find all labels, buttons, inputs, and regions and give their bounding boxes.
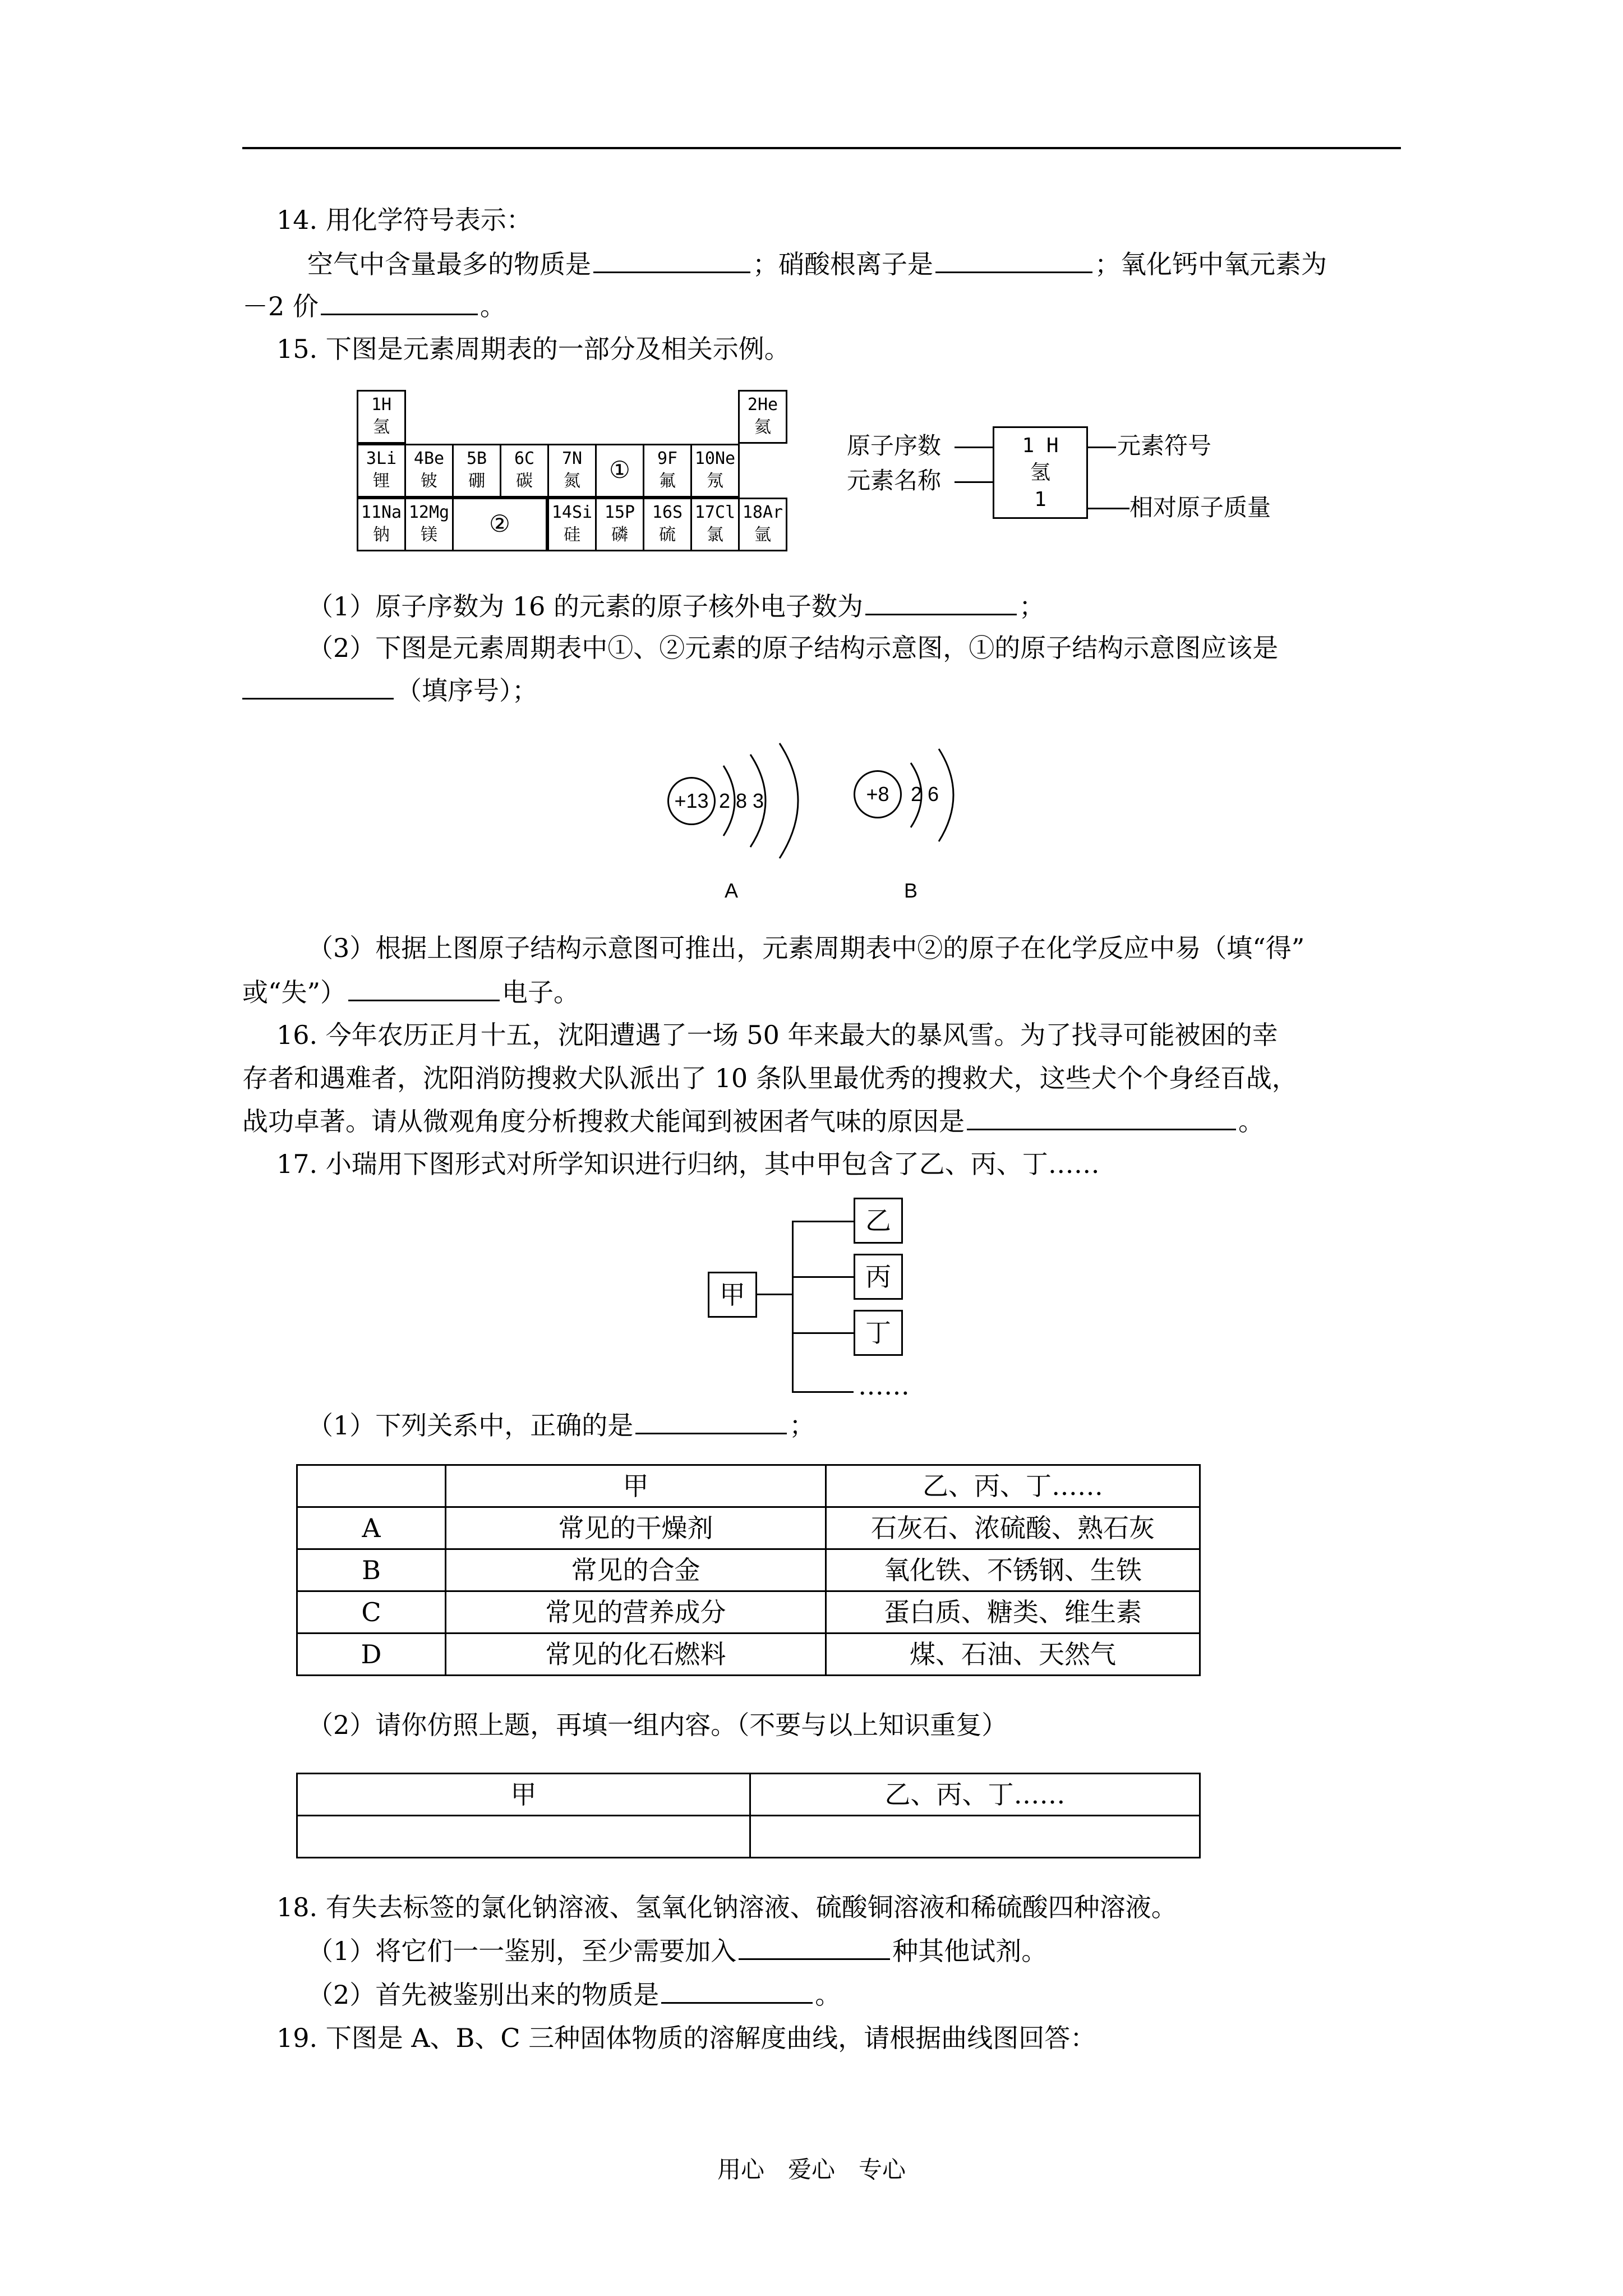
answer-blank[interactable] [321, 289, 478, 315]
answer-cell[interactable] [750, 1816, 1200, 1858]
atom-diagram-b: +8 2 6 B [848, 732, 1016, 912]
table-row: C 常见的营养成分 蛋白质、糖类、维生素 [297, 1591, 1200, 1634]
element-cell: 17Cl 氯 [690, 498, 740, 551]
q15-sub2-line2: （填序号）； [242, 673, 538, 707]
q14-line1: 空气中含量最多的物质是 ；硝酸根离子是 ；氧化钙中氧元素为 [307, 247, 1327, 281]
element-cell: 7N 氮 [547, 444, 597, 498]
element-cell: 14Si 硅 [547, 498, 597, 551]
q18-title: 18. 有失去标签的氯化钠溶液、氢氧化钠溶液、硫酸铜溶液和稀硫酸四种溶液。 [276, 1892, 1177, 1922]
answer-blank[interactable] [593, 247, 750, 273]
q16-line1: 16. 今年农历正月十五，沈阳遭遇了一场 50 年来最大的暴风雪。为了找寻可能被困的幸 [276, 1020, 1278, 1050]
element-cell: 15P 磷 [595, 498, 644, 551]
q14-line2: －2 价 。 [242, 289, 506, 323]
tree-root-box: 甲 [708, 1272, 757, 1318]
header-rule [242, 147, 1401, 149]
answer-cell[interactable] [297, 1816, 750, 1858]
answer-blank[interactable] [635, 1408, 787, 1434]
element-cell: 10Ne 氖 [690, 444, 740, 498]
q14-title: 14. 用化学符号表示： [276, 205, 532, 235]
pointer-line [1088, 508, 1129, 509]
label-element-symbol: 元素符号 [1117, 432, 1212, 459]
element-cell-unknown-1: ① [595, 444, 644, 498]
answer-blank[interactable] [739, 1934, 890, 1960]
element-cell: 18Ar 氩 [738, 498, 787, 551]
tree-child-box: 丁 [854, 1310, 903, 1356]
element-cell: 3Li 锂 [357, 444, 406, 498]
element-cell: 1H 氢 [357, 390, 406, 444]
element-example-box: 1 H 氢 1 [993, 426, 1088, 519]
label-element-name: 元素名称 [847, 467, 942, 494]
q18-sub1: （1）将它们一一鉴别，至少需要加入 种其他试剂。 [307, 1934, 1047, 1968]
answer-blank[interactable] [348, 975, 500, 1001]
pointer-line [955, 481, 993, 483]
table-row: D 常见的化石燃料 煤、石油、天然气 [297, 1634, 1200, 1676]
tree-child-box: 乙 [854, 1198, 903, 1244]
relationship-table [296, 1464, 1201, 1676]
element-cell-unknown-2: ② [452, 498, 547, 551]
pointer-line [955, 447, 993, 448]
table-row: B 常见的合金 氧化铁、不锈钢、生铁 [297, 1549, 1200, 1591]
element-cell: 4Be 铍 [404, 444, 454, 498]
q15-sub3-line1: （3）根据上图原子结构示意图可推出，元素周期表中②的原子在化学反应中易（填“得” [307, 933, 1305, 963]
answer-blank[interactable] [242, 673, 394, 700]
element-cell: 2He 氦 [738, 390, 787, 444]
element-cell: 12Mg 镁 [404, 498, 454, 551]
page-footer: 用心 爱心 专心 [717, 2156, 906, 2183]
classification-tree [708, 1198, 921, 1401]
q15-sub2-line1: （2）下图是元素周期表中①、②元素的原子结构示意图，①的原子结构示意图应该是 [307, 633, 1279, 663]
answer-blank[interactable] [935, 247, 1092, 273]
element-cell: 9F 氟 [643, 444, 692, 498]
q15-sub3-line2: 或“失”） 电子。 [242, 975, 579, 1009]
label-atomic-mass: 相对原子质量 [1129, 494, 1271, 521]
q16-line3: 战功卓著。请从微观角度分析搜救犬能闻到被困者气味的原因是 。 [242, 1104, 1264, 1138]
q19-title: 19. 下图是 A、B、C 三种固体物质的溶解度曲线，请根据曲线图回答： [276, 2023, 1096, 2053]
table-row: A 常见的干燥剂 石灰石、浓硫酸、熟石灰 [297, 1507, 1200, 1549]
answer-blank[interactable] [661, 1977, 813, 2004]
q17-sub1: （1）下列关系中，正确的是 ； [307, 1408, 815, 1442]
pointer-line [1088, 447, 1116, 448]
element-cell: 16S 硫 [643, 498, 692, 551]
q17-sub2: （2）请你仿照上题，再填一组内容。（不要与以上知识重复） [307, 1710, 1008, 1740]
element-cell: 11Na 钠 [357, 498, 406, 551]
answer-blank[interactable] [967, 1104, 1236, 1130]
atom-diagram-a: +13 2 8 3 A [662, 732, 847, 912]
element-cell: 5B 硼 [452, 444, 501, 498]
answer-blank[interactable] [865, 589, 1017, 615]
element-cell: 6C 碳 [500, 444, 549, 498]
q18-sub2: （2）首先被鉴别出来的物质是 。 [307, 1977, 841, 2012]
electron-shells-b [848, 732, 1016, 884]
tree-more: …… [858, 1370, 910, 1401]
q15-sub1: （1）原子序数为 16 的元素的原子核外电子数为 ； [307, 589, 1045, 623]
q15-title: 15. 下图是元素周期表的一部分及相关示例。 [276, 334, 790, 364]
q16-line2: 存者和遇难者，沈阳消防搜救犬队派出了 10 条队里最优秀的搜救犬，这些犬个个身经百战， [242, 1063, 1298, 1093]
tree-child-box: 丙 [854, 1254, 903, 1300]
table-row [297, 1816, 1200, 1858]
fill-in-table [296, 1773, 1201, 1858]
table-header-row: 甲 乙、丙、丁…… [297, 1465, 1200, 1507]
label-atomic-number: 原子序数 [847, 432, 942, 459]
table-header-row: 甲 乙、丙、丁…… [297, 1774, 1200, 1816]
q17-title: 17. 小瑞用下图形式对所学知识进行归纳，其中甲包含了乙、丙、丁…… [276, 1149, 1100, 1179]
